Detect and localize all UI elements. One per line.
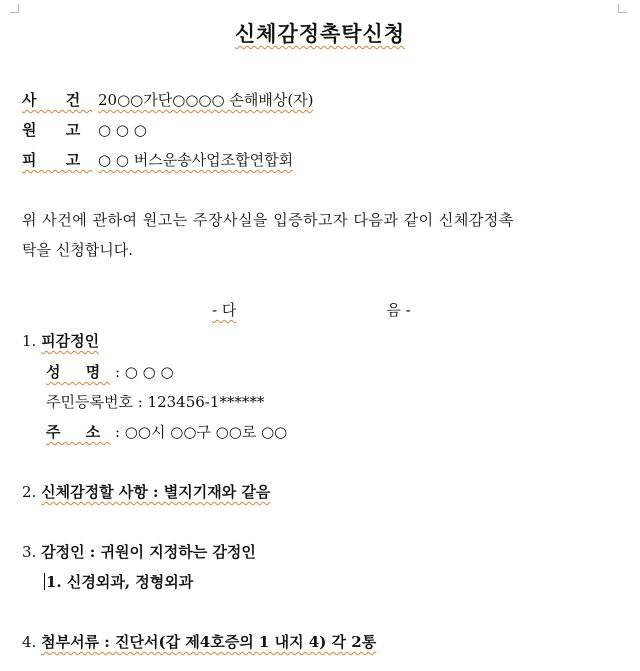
item-1-name-value: : ○ ○ ○ bbox=[110, 363, 174, 381]
page-corner-mark-left bbox=[10, 4, 19, 13]
item-3-sub-row bbox=[44, 572, 193, 592]
item-1-id-value: : 123456-1****** bbox=[132, 393, 265, 411]
item-2-number: 2. bbox=[22, 483, 37, 501]
heading-left: - 다 bbox=[212, 301, 237, 319]
item-1-id-row bbox=[46, 392, 264, 412]
intro-line-2: 탁을 신청합니다. bbox=[22, 241, 133, 259]
plaintiff-value: ○ ○ ○ bbox=[98, 121, 147, 139]
intro-line-1: 위 사건에 관하여 원고는 주장사실을 입증하고자 다음과 같이 신체감정촉 bbox=[22, 211, 514, 229]
heading-right: 음 - bbox=[386, 301, 411, 319]
item-4-number: 4. bbox=[22, 633, 37, 651]
item-1-address-label: 주 소 bbox=[46, 423, 111, 441]
item-1-id-label: 주민등록번호 bbox=[46, 393, 133, 411]
item-2-row bbox=[22, 482, 270, 502]
item-2-text: 신체감정할 사항 : 별지기재와 같음 bbox=[41, 483, 271, 501]
heading-gap bbox=[236, 300, 386, 320]
item-1-address-value: : ○○시 ○○구 ○○로 ○○ bbox=[110, 423, 288, 441]
plaintiff-row bbox=[22, 120, 147, 140]
item-4-row bbox=[22, 632, 376, 652]
defendant-row bbox=[22, 150, 293, 170]
defendant-label: 피 고 bbox=[22, 151, 93, 169]
item-1-title-row bbox=[22, 331, 99, 351]
plaintiff-label: 원 고 bbox=[22, 121, 93, 139]
section-heading bbox=[212, 300, 411, 320]
item-3-row bbox=[22, 542, 256, 562]
case-label: 사 건 bbox=[22, 91, 93, 109]
item-1-name-label: 성 명 bbox=[46, 363, 111, 381]
case-row bbox=[22, 90, 314, 110]
item-1-name-row bbox=[46, 362, 174, 382]
text-cursor bbox=[44, 573, 45, 590]
item-4-text: 첨부서류 : 진단서(갑 제4호증의 1 내지 4) 각 2통 bbox=[41, 633, 377, 651]
defendant-value: ○ ○ 버스운송사업조합연합회 bbox=[98, 151, 294, 169]
item-3-sub: 1. 신경외과, 정형외과 bbox=[46, 573, 194, 591]
page-corner-mark-right bbox=[618, 4, 627, 13]
item-3-text: 감정인 : 귀원이 지정하는 감정인 bbox=[41, 543, 256, 561]
item-1-title: 피감정인 bbox=[41, 332, 100, 350]
item-3-number: 3. bbox=[22, 543, 37, 561]
item-1-address-row bbox=[46, 422, 287, 442]
item-1-number: 1. bbox=[22, 332, 37, 350]
document-title: 신체감정촉탁신청 bbox=[234, 22, 406, 46]
case-value: 20○○가단○○○○ 손해배상(자) bbox=[98, 91, 314, 109]
